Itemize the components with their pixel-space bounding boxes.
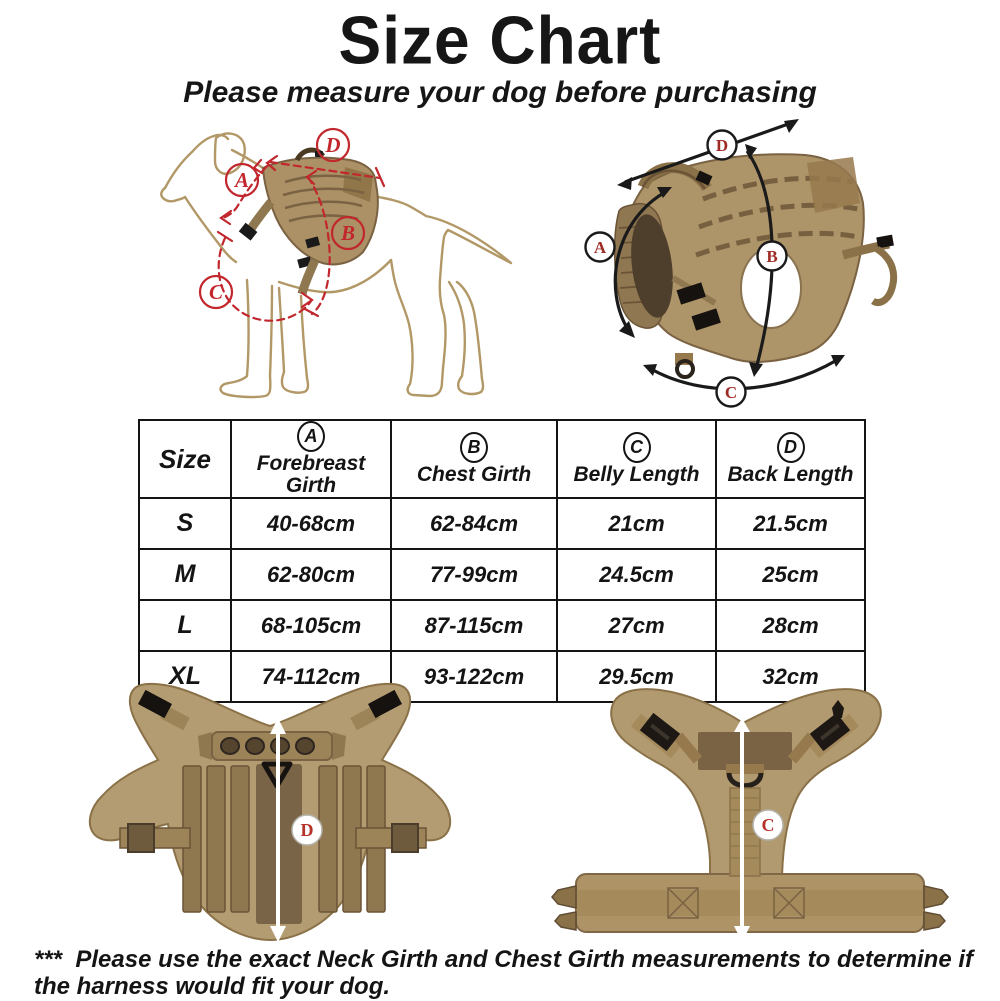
measure-point-d-badge bbox=[317, 129, 349, 161]
dog-label-a: A bbox=[234, 168, 250, 192]
c-circle-icon: C bbox=[623, 432, 651, 463]
header-size: Size bbox=[139, 420, 231, 498]
buckle bbox=[552, 886, 576, 908]
cell: 24.5cm bbox=[557, 549, 716, 600]
size-table bbox=[138, 419, 866, 703]
cell: 68-105cm bbox=[231, 600, 391, 651]
header-back-length: D Back Length bbox=[716, 420, 865, 498]
footnote: *** Please use the exact Neck Girth and Chest Girth measurements to determine if the harness would fit your dog. bbox=[34, 946, 980, 1000]
measure-point-d-badge bbox=[292, 815, 322, 845]
photo-label-b: B bbox=[766, 247, 778, 266]
table-row bbox=[139, 600, 865, 651]
photo-label-d: D bbox=[715, 136, 729, 155]
cell: 28cm bbox=[716, 600, 865, 651]
front-panel-photo bbox=[520, 674, 980, 956]
cell: 21cm bbox=[557, 498, 716, 549]
header-chest-girth: B Chest Girth bbox=[391, 420, 557, 498]
size-l: L bbox=[139, 600, 231, 651]
buckle bbox=[924, 912, 945, 930]
flat-label-c: C bbox=[761, 815, 775, 835]
cell: 29.5cm bbox=[557, 651, 716, 702]
header-belly-length: C Belly Length bbox=[557, 420, 716, 498]
harness-body bbox=[615, 154, 894, 377]
cell: 62-84cm bbox=[391, 498, 557, 549]
cell: 87-115cm bbox=[391, 600, 557, 651]
table-row bbox=[139, 498, 865, 549]
photo-label-c: C bbox=[724, 383, 738, 402]
buckle bbox=[924, 886, 948, 908]
cell: 21.5cm bbox=[716, 498, 865, 549]
measure-point-c-badge bbox=[753, 810, 783, 840]
size-m: M bbox=[139, 549, 231, 600]
dog-label-b: B bbox=[340, 221, 356, 245]
flat-label-d: D bbox=[300, 820, 314, 840]
page-subtitle: Please measure your dog before purchasing bbox=[183, 76, 817, 109]
slider-buckle bbox=[392, 824, 418, 852]
cell: 93-122cm bbox=[391, 651, 557, 702]
buckle bbox=[555, 912, 576, 930]
size-s: S bbox=[139, 498, 231, 549]
cell: 25cm bbox=[716, 549, 865, 600]
measure-point-c-badge bbox=[200, 276, 232, 308]
a-circle-icon: A bbox=[297, 421, 325, 452]
dog-measurement-diagram bbox=[55, 110, 515, 410]
slider-buckle bbox=[128, 824, 154, 852]
measure-point-c-badge bbox=[717, 378, 746, 407]
page-title: Size Chart bbox=[338, 2, 662, 79]
cell: 77-99cm bbox=[391, 549, 557, 600]
dog-label-d: D bbox=[325, 133, 341, 157]
cell: 62-80cm bbox=[231, 549, 391, 600]
d-circle-icon: D bbox=[777, 432, 805, 463]
header-forebreast-girth: A Forebreast Girth bbox=[231, 420, 391, 498]
cell: 27cm bbox=[557, 600, 716, 651]
cell: 32cm bbox=[716, 651, 865, 702]
measure-point-a-badge bbox=[226, 164, 258, 196]
measure-point-d-badge bbox=[708, 131, 737, 160]
cell: 40-68cm bbox=[231, 498, 391, 549]
back-panel-photo bbox=[58, 674, 488, 950]
b-circle-icon: B bbox=[460, 432, 488, 463]
photo-label-a: A bbox=[593, 238, 607, 257]
table-row bbox=[139, 549, 865, 600]
belly-length-line bbox=[219, 238, 311, 321]
measure-point-b-badge bbox=[758, 242, 787, 271]
harness-photo-annotated bbox=[555, 103, 985, 421]
table-header-row bbox=[139, 420, 865, 498]
size-xl: XL bbox=[139, 651, 231, 702]
measure-point-a-badge bbox=[586, 233, 615, 262]
dog-label-c: C bbox=[208, 280, 224, 304]
cell: 74-112cm bbox=[231, 651, 391, 702]
